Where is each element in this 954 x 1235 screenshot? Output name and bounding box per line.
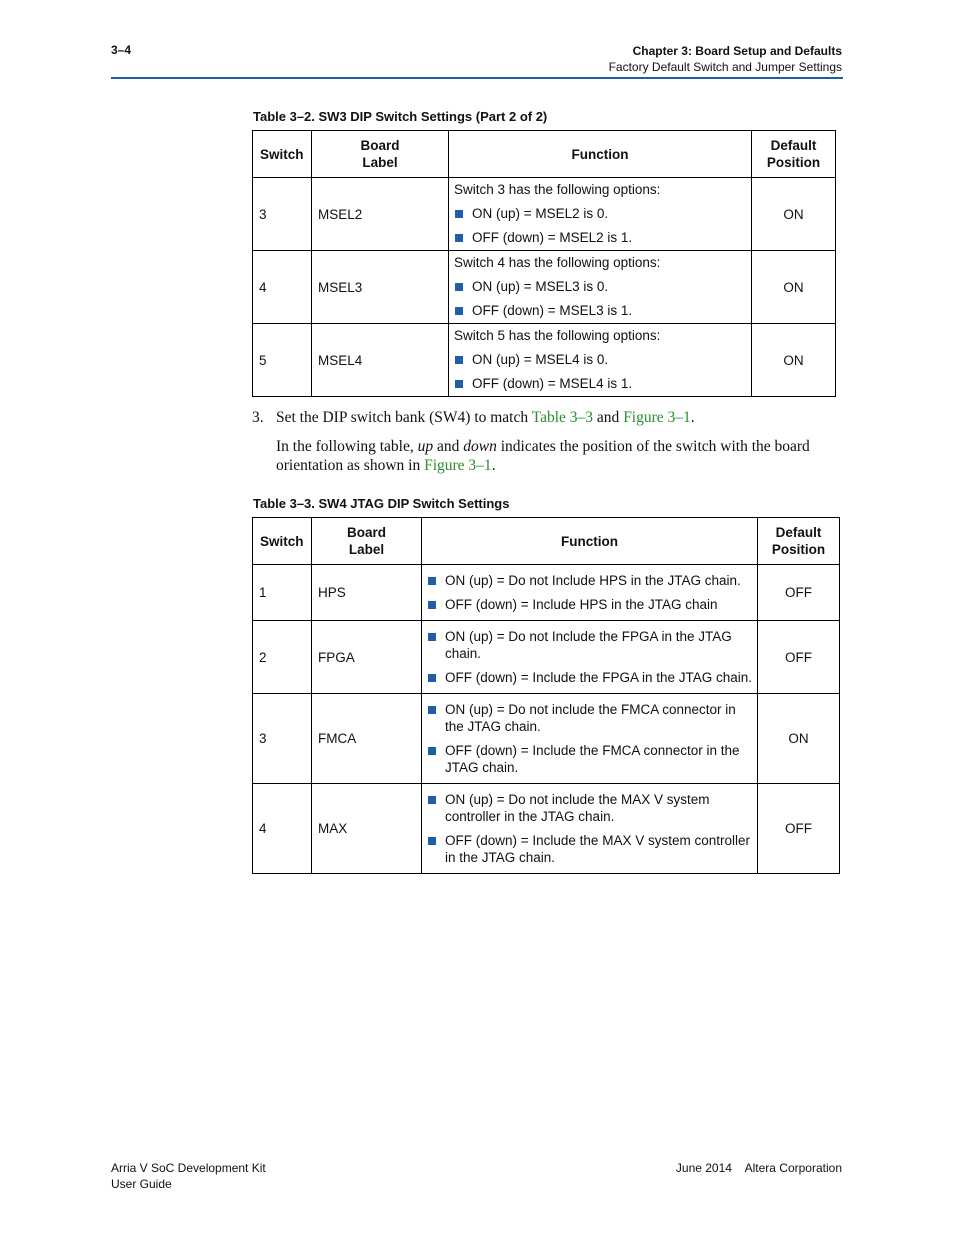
col-switch: Switch xyxy=(253,131,312,178)
default-position: OFF xyxy=(758,565,840,621)
table-caption: Table 3–3. SW4 JTAG DIP Switch Settings xyxy=(253,496,510,511)
list-item: ON (up) = MSEL2 is 0. xyxy=(454,202,747,226)
default-position: OFF xyxy=(758,621,840,694)
table-row xyxy=(253,565,840,621)
default-position: ON xyxy=(752,178,836,251)
table-row xyxy=(253,621,840,694)
col-function: Function xyxy=(449,131,752,178)
figure-3-1-link[interactable]: Figure 3–1 xyxy=(623,409,691,426)
document-type: User Guide xyxy=(111,1177,172,1191)
table-row xyxy=(253,251,836,324)
list-item: OFF (down) = Include HPS in the JTAG chain xyxy=(427,596,753,613)
switch-number: 3 xyxy=(253,178,312,251)
sw4-jtag-table xyxy=(252,517,840,874)
board-label: MSEL2 xyxy=(312,178,449,251)
header-rule xyxy=(111,77,843,79)
switch-number: 3 xyxy=(253,694,312,784)
function-cell xyxy=(422,621,758,694)
list-item: ON (up) = MSEL3 is 0. xyxy=(454,275,747,299)
list-item: ON (up) = Do not Include HPS in the JTAG chain. xyxy=(427,572,753,589)
bullet-square-icon xyxy=(428,601,436,609)
col-default: Default Position xyxy=(752,131,836,178)
bullet-square-icon xyxy=(455,234,463,242)
function-cell xyxy=(449,324,752,397)
function-cell xyxy=(422,565,758,621)
list-item: ON (up) = MSEL4 is 0. xyxy=(454,348,747,372)
list-item: OFF (down) = Include the FMCA connector in the JTAG chain. xyxy=(427,742,753,776)
function-intro: Switch 5 has the following options: xyxy=(454,328,661,343)
bullet-square-icon xyxy=(428,837,436,845)
up-term: up xyxy=(417,438,434,455)
col-switch: Switch xyxy=(253,518,312,565)
list-item: OFF (down) = MSEL3 is 1. xyxy=(454,299,747,323)
product-name: Arria V SoC Development Kit xyxy=(111,1161,266,1175)
board-label: MSEL3 xyxy=(312,251,449,324)
table-row xyxy=(253,694,840,784)
function-cell xyxy=(449,178,752,251)
switch-number: 5 xyxy=(253,324,312,397)
board-label: FMCA xyxy=(312,694,422,784)
table-row xyxy=(253,178,836,251)
function-intro: Switch 3 has the following options: xyxy=(454,182,661,197)
switch-number: 2 xyxy=(253,621,312,694)
list-item: ON (up) = Do not include the FMCA connector in the JTAG chain. xyxy=(427,701,753,735)
bullet-square-icon xyxy=(428,577,436,585)
chapter-title: Chapter 3: Board Setup and Defaults xyxy=(632,44,842,58)
switch-orientation-note: In the following table, up and down indicates the position of the switch with the board orientation as shown in Figure 3–1. xyxy=(276,438,810,474)
switch-number: 4 xyxy=(253,251,312,324)
function-intro: Switch 4 has the following options: xyxy=(454,255,661,270)
bullet-square-icon xyxy=(455,380,463,388)
col-default: Default Position xyxy=(758,518,840,565)
board-label: MSEL4 xyxy=(312,324,449,397)
col-board-label: Board Label xyxy=(312,518,422,565)
bullet-square-icon xyxy=(455,210,463,218)
footer-left xyxy=(111,1160,266,1192)
default-position: OFF xyxy=(758,784,840,874)
board-label: MAX xyxy=(312,784,422,874)
page-number: 3–4 xyxy=(111,43,132,57)
table-3-3-link[interactable]: Table 3–3 xyxy=(531,409,594,426)
bullet-square-icon xyxy=(428,674,436,682)
down-term: down xyxy=(463,438,497,455)
sw3-table xyxy=(252,130,836,397)
table-header-row xyxy=(253,131,836,178)
running-header xyxy=(609,43,842,75)
list-item: OFF (down) = Include the FPGA in the JTAG chain. xyxy=(427,669,753,686)
bullet-square-icon xyxy=(428,747,436,755)
footer-right: June 2014 Altera Corporation xyxy=(675,1161,842,1175)
section-title: Factory Default Switch and Jumper Settings xyxy=(608,60,842,74)
default-position: ON xyxy=(752,324,836,397)
function-cell xyxy=(422,784,758,874)
step-3 xyxy=(252,408,832,427)
table-header-row xyxy=(253,518,840,565)
list-item: OFF (down) = Include the MAX V system controller in the JTAG chain. xyxy=(427,832,753,866)
step-text: Set the DIP switch bank (SW4) to match Table 3–3 and Figure 3–1. xyxy=(276,409,695,426)
bullet-square-icon xyxy=(455,307,463,315)
function-cell xyxy=(422,694,758,784)
bullet-square-icon xyxy=(428,633,436,641)
board-label: HPS xyxy=(312,565,422,621)
step-number: 3. xyxy=(252,409,264,426)
function-cell xyxy=(449,251,752,324)
table-caption: Table 3–2. SW3 DIP Switch Settings (Part 2 of 2) xyxy=(253,109,548,124)
switch-number: 1 xyxy=(253,565,312,621)
switch-number: 4 xyxy=(253,784,312,874)
list-item: OFF (down) = MSEL4 is 1. xyxy=(454,372,747,396)
bullet-square-icon xyxy=(455,283,463,291)
table-row xyxy=(253,324,836,397)
board-label: FPGA xyxy=(312,621,422,694)
bullet-square-icon xyxy=(428,796,436,804)
bullet-square-icon xyxy=(455,356,463,364)
col-function: Function xyxy=(422,518,758,565)
figure-3-1-link[interactable]: Figure 3–1 xyxy=(424,457,492,474)
list-item: ON (up) = Do not Include the FPGA in the JTAG chain. xyxy=(427,628,753,662)
list-item: ON (up) = Do not include the MAX V system controller in the JTAG chain. xyxy=(427,791,753,825)
col-board-label: Board Label xyxy=(312,131,449,178)
default-position: ON xyxy=(758,694,840,784)
bullet-square-icon xyxy=(428,706,436,714)
table-row xyxy=(253,784,840,874)
default-position: ON xyxy=(752,251,836,324)
list-item: OFF (down) = MSEL2 is 1. xyxy=(454,226,747,250)
